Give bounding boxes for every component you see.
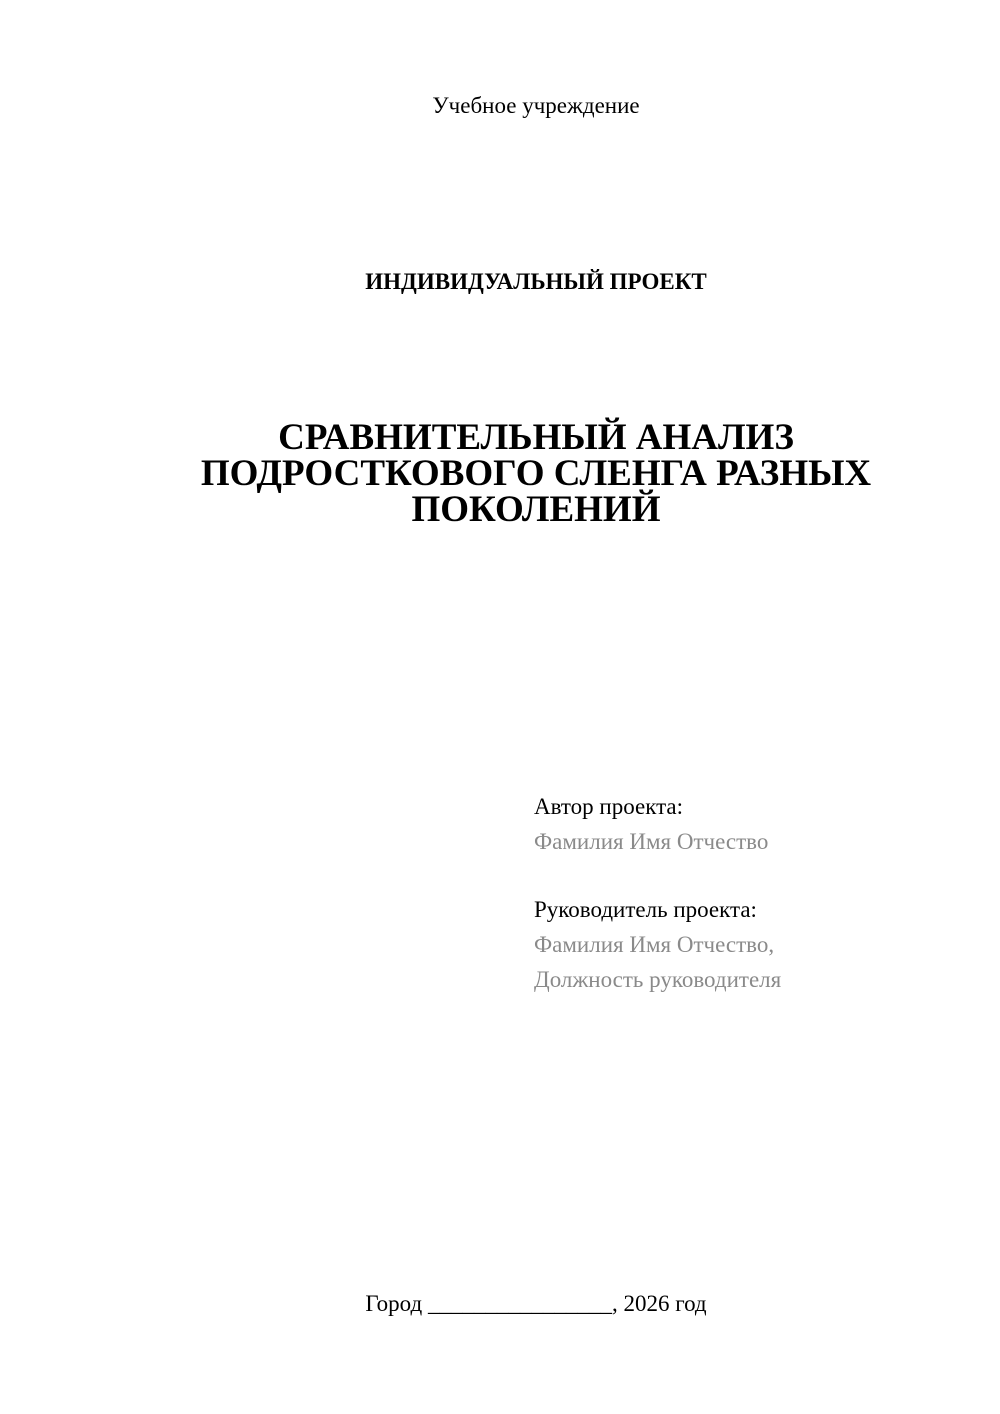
supervisor-name: Фамилия Имя Отчество, bbox=[534, 932, 775, 957]
supervisor-label: Руководитель проекта: bbox=[534, 897, 757, 922]
project-title-line: ПОДРОСТКОВОГО СЛЕНГА РАЗНЫХ bbox=[200, 453, 872, 494]
author-label: Автор проекта: bbox=[534, 794, 683, 819]
institution-name: Учебное учреждение bbox=[432, 93, 640, 118]
project-title-line: ПОКОЛЕНИЙ bbox=[411, 489, 661, 530]
city-year-line: Город ________________, 2026 год bbox=[365, 1291, 707, 1316]
supervisor-position: Должность руководителя bbox=[534, 967, 782, 992]
author-name: Фамилия Имя Отчество bbox=[534, 829, 769, 854]
project-info bbox=[534, 789, 974, 997]
project-title bbox=[0, 417, 1000, 530]
document-type: ИНДИВИДУАЛЬНЫЙ ПРОЕКТ bbox=[365, 269, 707, 294]
project-title-line: СРАВНИТЕЛЬНЫЙ АНАЛИЗ bbox=[278, 417, 794, 458]
info-spacer bbox=[534, 859, 974, 892]
